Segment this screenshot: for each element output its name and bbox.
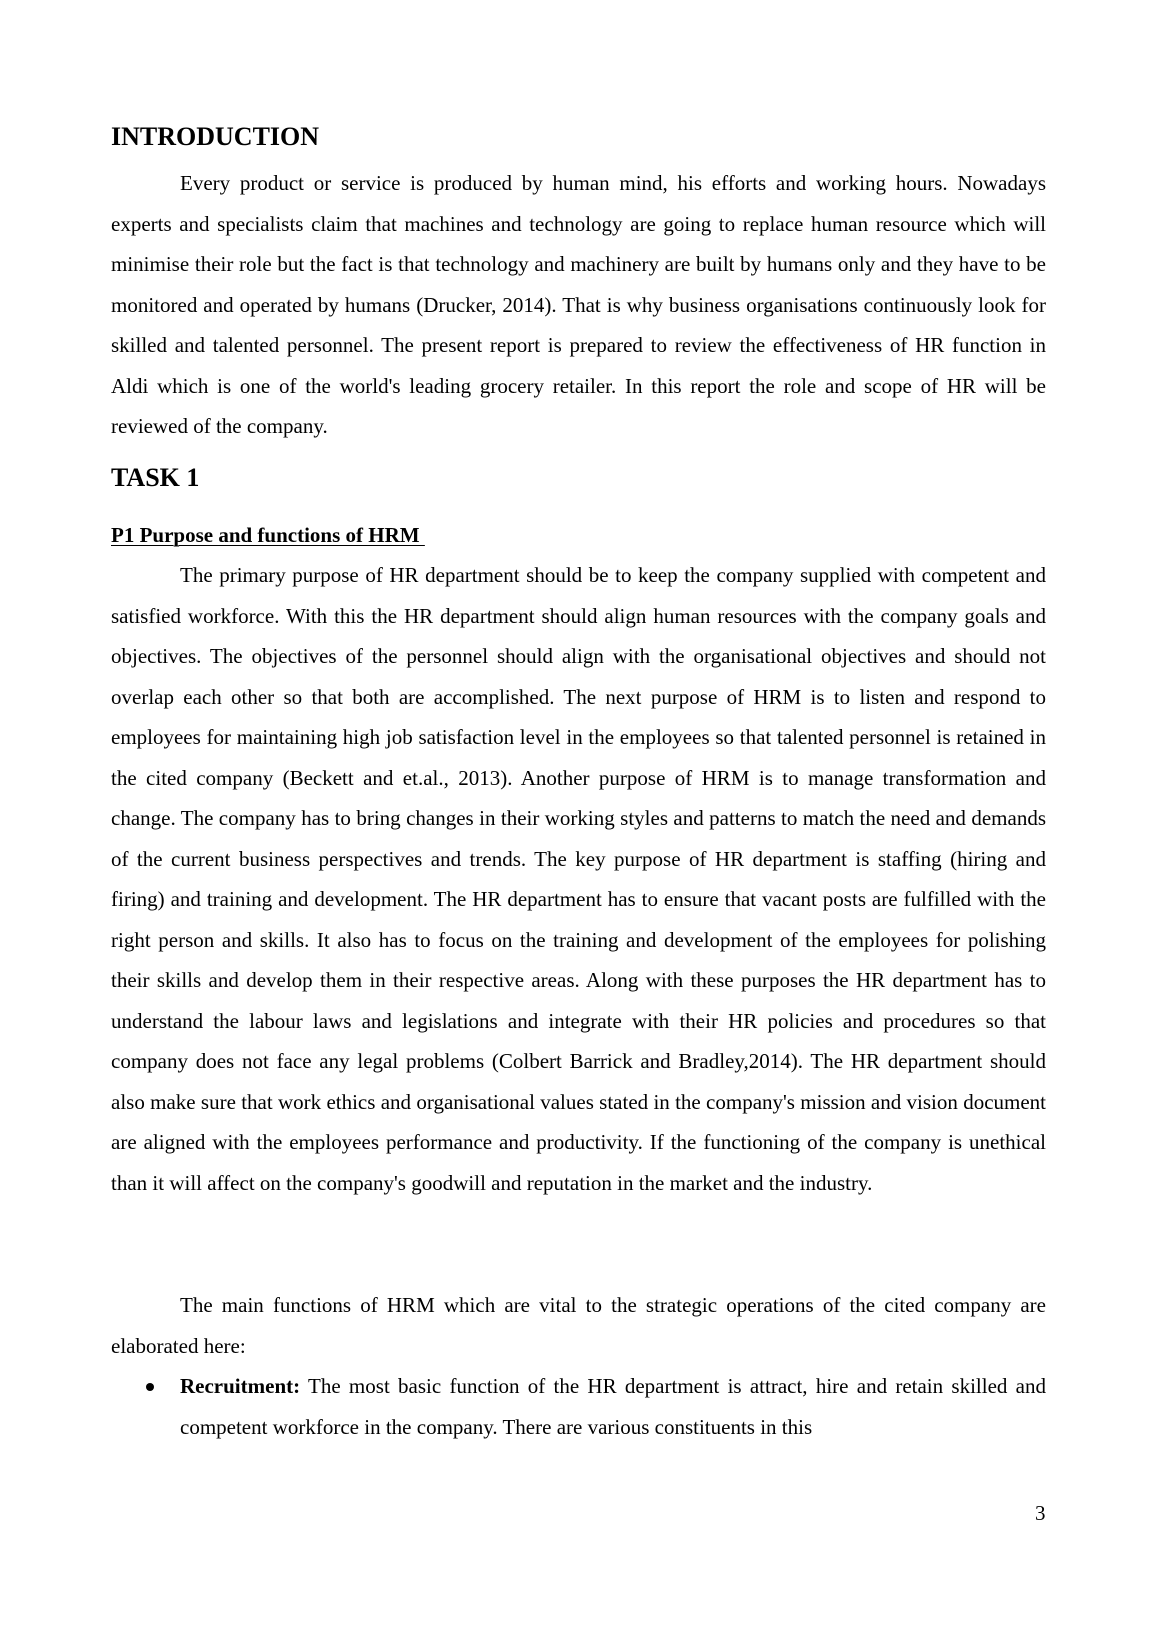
introduction-heading: INTRODUCTION [111, 122, 320, 151]
functions-list [111, 1366, 1046, 1447]
introduction-paragraph: Every product or service is produced by human mind, his efforts and working hours. Nowadays experts and specialists claim that machines and technology are going to replace human resource which will minimise their role but the fact is that technology and machinery are built by humans only and they have to be monitored and operated by humans (Drucker, 2014). That is why business organisations continuously look for skilled and talented personnel. The present report is prepared to review the effectiveness of HR function in Aldi which is one of the world's leading grocery retailer. In this report the role and scope of HR will be reviewed of the company. [111, 171, 1046, 438]
purpose-paragraph: The primary purpose of HR department should be to keep the company supplied with competent and satisfied workforce. With this the HR department should align human resources with the company goals and objectives. The objectives of the personnel should align with the organisational objectives and should not overlap each other so that both are accomplished. The next purpose of HRM is to listen and respond to employees for maintaining high job satisfaction level in the employees so that talented personnel is retained in the cited company (Beckett and et.al., 2013). Another purpose of HRM is to manage transformation and change. The company has to bring changes in their working styles and patterns to match the need and demands of the current business perspectives and trends. The key purpose of HR department is staffing (hiring and firing) and training and development. The HR department has to ensure that vacant posts are fulfilled with the right person and skills. It also has to focus on the training and development of the employees for polishing their skills and develop them in their respective areas. Along with these purposes the HR department has to understand the labour laws and legislations and integrate with their HR policies and procedures so that company does not face any legal problems (Colbert Barrick and Bradley,2014). The HR department should also make sure that work ethics and organisational values stated in the company's mission and vision document are aligned with the employees performance and productivity. If the functioning of the company is unethical than it will affect on the company's goodwill and reputation in the market and the industry. [111, 563, 1046, 1195]
page-number: 3 [1035, 1501, 1046, 1525]
function-term: Recruitment: [180, 1374, 301, 1398]
list-item [111, 1366, 1046, 1447]
functions-intro-paragraph: The main functions of HRM which are vital to the strategic operations of the cited company are elaborated here: [111, 1293, 1046, 1358]
function-description: The most basic function of the HR department is attract, hire and retain skilled and competent workforce in the company. There are various constituents in this [180, 1374, 1046, 1439]
bullet-icon [146, 1383, 154, 1391]
p1-subheading: P1 Purpose and functions of HRM [111, 523, 425, 547]
task1-heading: TASK 1 [111, 463, 200, 492]
